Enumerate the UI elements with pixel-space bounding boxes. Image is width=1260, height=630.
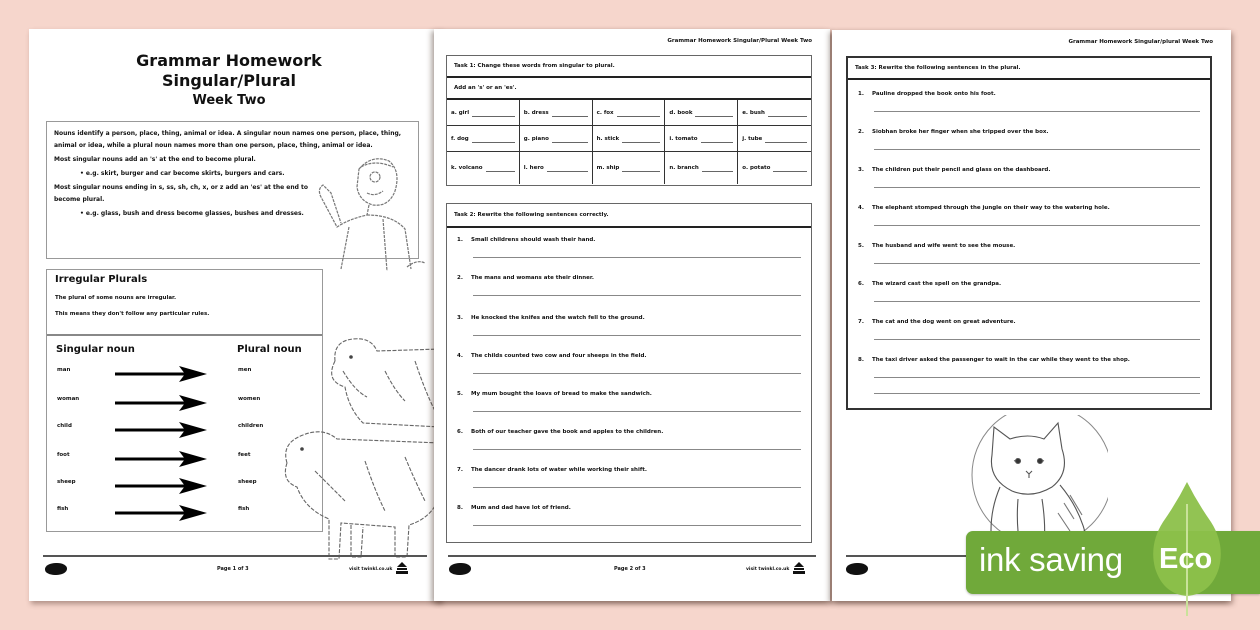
answer-line[interactable] [874,225,1200,226]
sentence-text: My mum bought the loavs of bread to make the sandwich. [471,391,652,397]
answer-blank[interactable] [622,135,660,143]
answer-line[interactable] [874,377,1200,378]
answer-blank[interactable] [472,135,515,143]
running-head: Grammar Homework Singular/Plural Week Two [667,38,812,44]
sentence-number: 1. [457,237,463,243]
word-label: a. girl [451,109,470,116]
sentence-item [858,129,1200,135]
plural-noun: women [238,396,261,402]
sentence-text: Mum and dad have lot of friend. [471,505,571,511]
sentence-number: 8. [858,357,864,363]
sheep-illustration [275,331,441,563]
sentence-text: Small childrens should wash their hand. [471,237,596,243]
answer-blank[interactable] [547,164,588,172]
sentence-item [858,281,1200,287]
cat-illustration [958,415,1108,545]
sentence-item [858,167,1200,173]
arrow-right-icon [115,422,207,438]
page-number: Page 1 of 3 [217,566,249,572]
answer-line[interactable] [473,257,801,258]
word-label: l. hero [523,165,544,171]
answer-blank[interactable] [695,109,733,117]
sentence-item [457,275,801,281]
worksheet-page-2 [434,29,830,601]
word-cell [738,152,811,184]
sentence-number: 3. [457,315,463,321]
footer-link[interactable]: visit twinkl.co.uk [349,567,393,572]
answer-blank[interactable] [765,135,807,143]
sentence-number: 1. [858,91,864,97]
sentence-text: The dancer drank lots of water while working their shift. [471,467,647,473]
word-label: f. dog [451,135,469,142]
stack-books-icon [395,561,409,575]
sentence-item [858,357,1200,363]
running-head: Grammar Homework Singular/plural Week Two [1068,39,1213,45]
answer-line[interactable] [874,187,1200,188]
irregular-line: This means they don't follow any particular rules. [55,311,210,317]
sentence-text: The taxi driver asked the passenger to wait in the car while they went to the shop. [872,357,1130,363]
sentence-text: The elephant stomped through the jungle on their way to the watering hole. [872,205,1110,211]
answer-line[interactable] [473,449,801,450]
sentence-text: The wizard cast the spell on the grandpa. [872,281,1002,287]
answer-blank[interactable] [701,135,734,143]
twinkl-logo-icon [45,563,67,575]
task1-heading: Task 1: Change these words from singular to plural. [447,56,811,78]
intro-paragraph: Most singular nouns add an 's' at the end to become plural. [54,156,256,163]
sentence-number: 5. [457,391,463,397]
twinkl-logo-icon [846,563,868,575]
sentence-text: Both of our teacher gave the book and apples to the children. [471,429,664,435]
singular-noun: woman [57,396,80,402]
answer-line[interactable] [874,339,1200,340]
sentence-number: 7. [858,319,864,325]
plural-noun: feet [238,452,251,458]
arrow-right-icon [115,505,207,521]
arrow-right-icon [115,478,207,494]
boy-thumbs-up-illustration [297,149,427,274]
intro-paragraph: Nouns identify a person, place, thing, animal or idea. A singular noun names one person, place, thing, animal or idea, while a plural noun names more than one person, place, thing, animal or idea. [54,130,402,149]
sentence-text: The mans and womans ate their dinner. [471,275,594,281]
word-cell [520,126,593,152]
answer-blank[interactable] [768,109,807,117]
answer-line[interactable] [473,411,801,412]
sentence-text: The cat and the dog went on great adventure. [872,319,1016,325]
task2-heading: Task 2: Rewrite the following sentences correctly. [447,204,811,228]
answer-blank[interactable] [552,135,588,143]
sentence-number: 2. [858,129,864,135]
word-cell [665,126,738,152]
answer-line[interactable] [874,301,1200,302]
word-cell [447,100,520,126]
word-label: i. tomato [669,135,698,142]
plural-noun: children [238,423,264,429]
word-label: b. dress [523,109,549,116]
answer-blank[interactable] [552,109,588,117]
word-label: m. ship [596,165,620,171]
worksheet-page-1 [29,29,441,601]
answer-line[interactable] [874,393,1200,394]
word-cell [665,152,738,184]
sentence-number: 2. [457,275,463,281]
sentence-item [858,205,1200,211]
eco-label: Eco [1159,543,1213,575]
intro-bullet: • e.g. skirt, burger and car become skirts, burgers and cars. [80,170,285,177]
arrow-right-icon [115,395,207,411]
singular-noun: man [57,367,71,373]
answer-line[interactable] [874,111,1200,112]
arrow-right-icon [115,451,207,467]
sentence-item [858,91,1200,97]
singular-noun: child [57,423,72,429]
word-cell [520,100,593,126]
page-subtitle: Singular/Plural [161,71,297,90]
singular-noun: foot [57,452,70,458]
singular-noun: sheep [57,479,76,485]
answer-line[interactable] [473,373,801,374]
sentence-item [457,315,801,321]
word-cell [665,100,738,126]
word-cell [520,152,593,184]
singular-column-header: Singular noun [56,344,135,355]
intro-paragraph: Most singular nouns ending in s, ss, sh, ch, x, or z add an 'es' at the end to become plural. [54,184,309,203]
sentence-number: 4. [457,353,463,359]
footer-divider [43,555,427,557]
word-cell [593,152,666,184]
task3-box [846,56,1212,410]
word-label: g. piano [523,135,549,142]
task1-subheading: Add an 's' or an 'es'. [447,78,811,100]
page-number: Page 2 of 3 [614,566,646,572]
task2-box [446,203,812,543]
task3-heading: Task 3: Rewrite the following sentences in the plural. [848,58,1210,80]
word-cell [447,152,520,184]
sentence-item [457,391,801,397]
answer-line[interactable] [473,335,801,336]
sentence-item [457,467,801,473]
sentence-text: Pauline dropped the book onto his foot. [872,91,996,97]
plural-column-header: Plural noun [237,344,302,355]
sentence-text: The childs counted two cow and four sheeps in the field. [471,353,647,359]
sentence-text: The husband and wife went to see the mouse. [872,243,1016,249]
page-title: Grammar Homework [136,51,322,70]
answer-line[interactable] [473,487,801,488]
word-cell [738,126,811,152]
ink-saving-label: ink saving [979,541,1123,578]
answer-line[interactable] [473,295,801,296]
sentence-item [457,353,801,359]
word-label: c. fox [596,109,614,116]
singular-noun: fish [57,506,69,512]
irregular-line: The plural of some nouns are irregular. [55,295,177,301]
sentence-text: The children put their pencil and glass on the dashboard. [872,167,1051,173]
sentence-item [858,243,1200,249]
sentence-text: Siobhan broke her finger when she tripped over the box. [872,129,1049,135]
stack-books-icon [792,561,806,575]
intro-bullet: • e.g. glass, bush and dress become glasses, bushes and dresses. [80,210,304,217]
word-label: o. potato [742,165,771,171]
answer-blank[interactable] [773,164,807,172]
word-cell [738,100,811,126]
sentence-number: 6. [858,281,864,287]
footer-divider [448,555,816,557]
answer-blank[interactable] [472,109,515,117]
word-label: j. tube [742,135,763,142]
sentence-number: 3. [858,167,864,173]
answer-blank[interactable] [702,164,733,172]
answer-blank[interactable] [622,164,660,172]
sentence-item [858,319,1200,325]
answer-blank[interactable] [486,164,515,172]
answer-blank[interactable] [617,109,661,117]
irregular-title: Irregular Plurals [55,274,148,285]
task1-box [446,55,812,186]
plural-noun: fish [238,506,250,512]
word-label: e. bush [742,109,765,116]
sentence-text: He knocked the knifes and the watch fell to the ground. [471,315,645,321]
sentence-number: 4. [858,205,864,211]
sentence-number: 6. [457,429,463,435]
answer-line[interactable] [473,525,801,526]
sentence-number: 8. [457,505,463,511]
sentence-item [457,429,801,435]
word-label: h. stick [596,135,620,142]
page-week: Week Two [192,93,266,108]
sentence-number: 7. [457,467,463,473]
word-grid [447,100,811,184]
answer-line[interactable] [874,149,1200,150]
sentence-item [457,237,801,243]
arrow-right-icon [115,366,207,382]
plural-noun: sheep [238,479,257,485]
word-cell [593,100,666,126]
footer-divider [846,555,971,557]
word-cell [593,126,666,152]
word-label: k. volcano [451,165,483,171]
sentence-number: 5. [858,243,864,249]
sentence-item [457,505,801,511]
word-label: n. branch [669,165,699,171]
word-label: d. book [669,109,693,116]
answer-line[interactable] [874,263,1200,264]
footer-link[interactable]: visit twinkl.co.uk [746,567,790,572]
plural-noun: men [238,367,252,373]
twinkl-logo-icon [449,563,471,575]
word-cell [447,126,520,152]
